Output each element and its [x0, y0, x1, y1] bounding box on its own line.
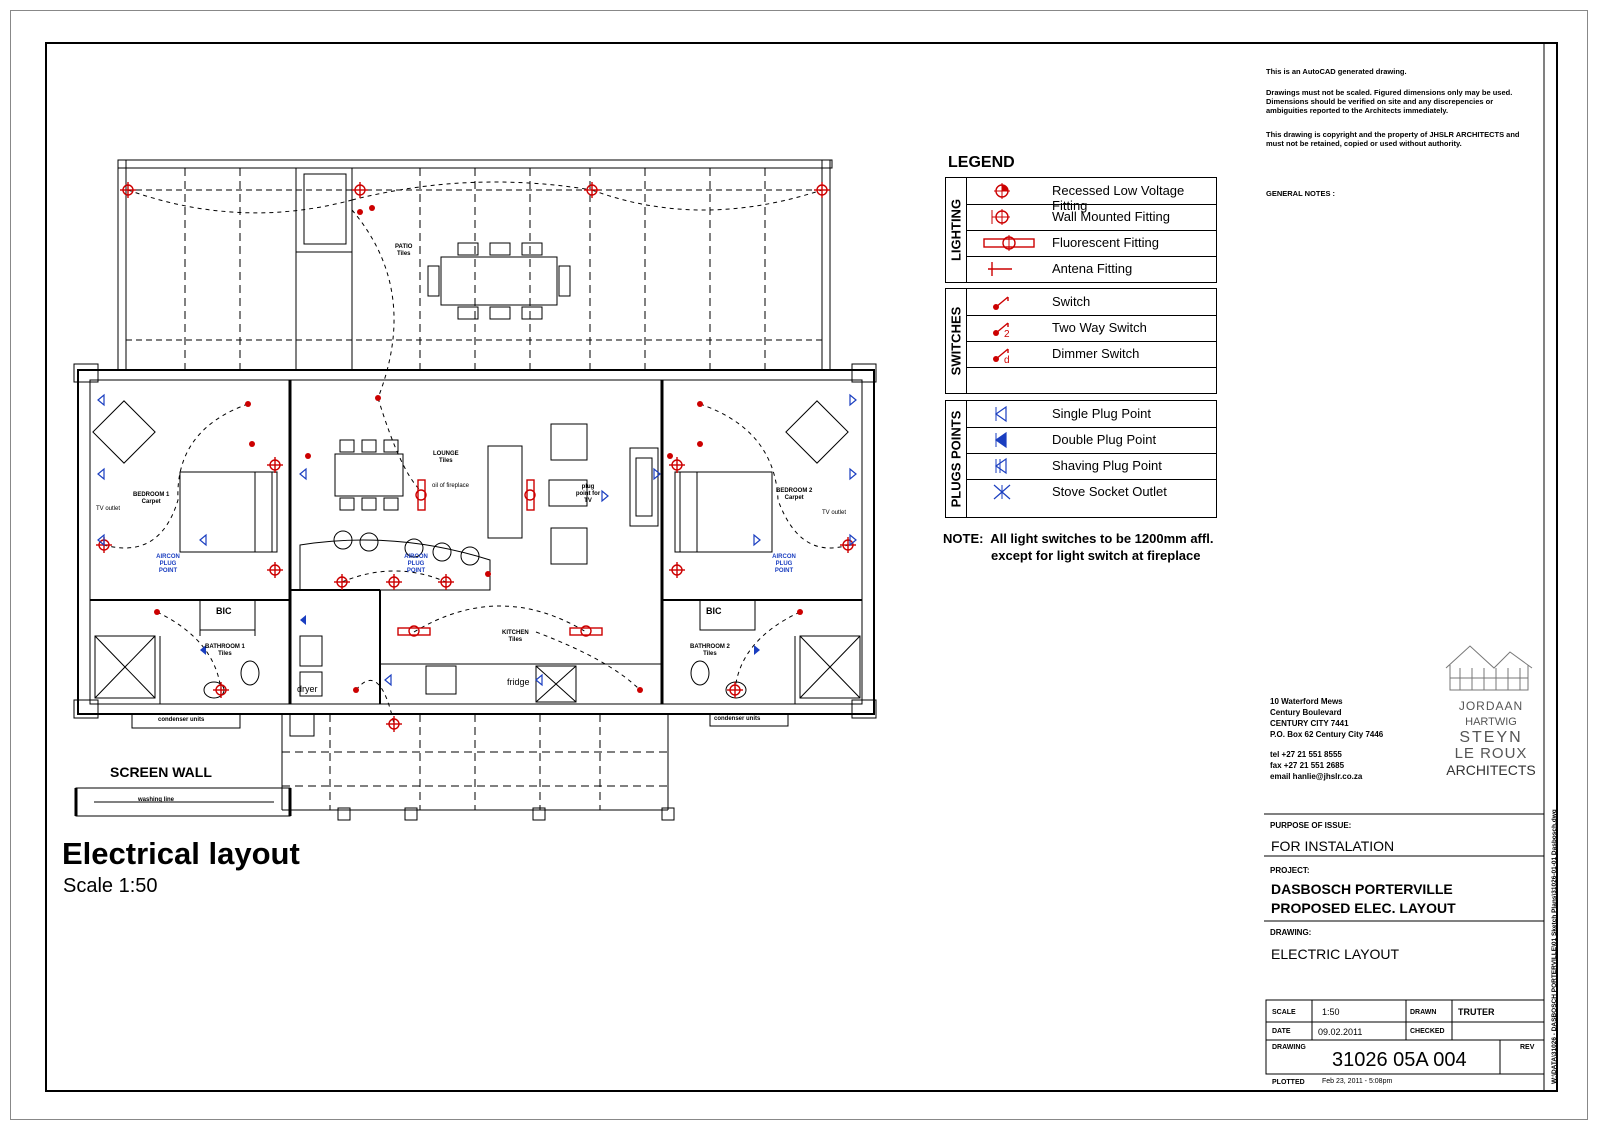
note-label: NOTE: [943, 531, 984, 546]
fireplace-label: oil of fireplace [432, 483, 470, 489]
legend-row [966, 178, 1216, 213]
bic-label-2: BIC [706, 606, 722, 616]
note-line2: except for light switch at fireplace [991, 548, 1201, 563]
drawing-title: Electrical layout [62, 836, 300, 871]
drawing-scale: Scale 1:50 [63, 875, 158, 897]
disclaimer-line1: This is an AutoCAD generated drawing. [1266, 67, 1407, 76]
bic-label-1: BIC [216, 606, 232, 616]
washing-line-label: washing line [138, 797, 175, 803]
disclaimer-line3: This drawing is copyright and the property of JHSLR ARCHITECTS and must not be retained, copied or used without authority. [1266, 130, 1520, 148]
legend-row [966, 401, 1216, 428]
general-notes: GENERAL NOTES : [1266, 189, 1336, 198]
legend-item: Stove Socket Outlet [1052, 484, 1167, 499]
svg-text:d: d [1004, 355, 1010, 365]
rev-label: REV [1520, 1044, 1535, 1051]
bathroom2-label: BATHROOM 2 Tiles [690, 644, 730, 657]
bathroom1-label: BATHROOM 1 Tiles [205, 644, 245, 657]
note-line1: All light switches to be 1200mm affl. [990, 531, 1214, 546]
file-path: W:\DATA\31026 - DASBOSCH PORTERVILLE\01 Sketch Plans\31026-01-01 Dasbosch.dwg [1551, 809, 1558, 1084]
drawn-value: TRUTER [1458, 1007, 1495, 1017]
checked-label: CHECKED [1410, 1028, 1445, 1035]
scale-label: SCALE [1272, 1009, 1296, 1016]
svg-text:2: 2 [1004, 329, 1010, 339]
plotted-value: Feb 23, 2011 - 5:08pm [1322, 1078, 1393, 1085]
legend-row [966, 315, 1216, 342]
aircon-label-1: AIRCON PLUG POINT [156, 554, 180, 574]
legend-group-plugs: PLUGS POINTS [948, 410, 964, 508]
drawing-label: DRAWING: [1270, 928, 1312, 937]
legend-row [966, 256, 1216, 282]
aircon-label-3: AIRCON PLUG POINT [404, 554, 428, 574]
patio-label: PATIO Tiles [395, 244, 413, 257]
legend-group-lighting: LIGHTING [948, 198, 964, 262]
legend-item: Two Way Switch [1052, 320, 1147, 335]
legend-row [966, 341, 1216, 368]
drawing-no-label: DRAWING [1272, 1044, 1306, 1051]
dryer-label: dryer [297, 684, 318, 694]
bedroom2-label: BEDROOM 2 Carpet [776, 488, 813, 501]
legend-item: Wall Mounted Fitting [1052, 209, 1171, 224]
drawing-value: ELECTRIC LAYOUT [1271, 946, 1400, 962]
legend-note [943, 530, 1213, 564]
lounge-label: LOUNGE Tiles [433, 451, 459, 464]
scale-value: 1:50 [1322, 1007, 1340, 1017]
architect-address: 10 Waterford Mews Century Boulevard CENTURY CITY 7441 P.O. Box 62 Century City 7446 tel +27 21 551 8555 fax +27 21 551 2685 email hanlie@jhslr.co.za [1270, 697, 1384, 781]
aircon-label-2: AIRCON PLUG POINT [772, 554, 796, 574]
legend-item: Fluorescent Fitting [1052, 235, 1159, 250]
condenser-label-2: condenser units [714, 716, 761, 722]
legend-item: Antena Fitting [1052, 261, 1133, 276]
date-label: DATE [1272, 1028, 1291, 1035]
legend-item: Double Plug Point [1052, 432, 1157, 447]
tv-outlet-label-2: TV outlet [822, 510, 847, 516]
legend-plug-points [945, 400, 1217, 518]
legend-item: Single Plug Point [1052, 406, 1152, 421]
legend-item: Switch [1052, 294, 1091, 309]
screen-wall-label: SCREEN WALL [110, 764, 212, 780]
bedroom1-label: BEDROOM 1 Carpet [133, 492, 170, 505]
legend-item: Shaving Plug Point [1052, 458, 1162, 473]
legend-row [966, 204, 1216, 231]
architect-logo: JORDAAN HARTWIG STEYN LE ROUX ARCHITECTS [1446, 699, 1536, 778]
legend-switches [945, 288, 1217, 394]
plug-point-tv-label: plug point for TV [575, 484, 601, 504]
legend-item: Recessed Low Voltage Fitting [1052, 183, 1185, 213]
legend-row [966, 427, 1216, 454]
date-value: 09.02.2011 [1318, 1027, 1363, 1037]
disclaimer-line2: Drawings must not be scaled. Figured dimensions only may be used. Dimensions should be verified on site and any discrepencies or ambiguities reported to the Architects immediately. [1266, 88, 1513, 115]
drawing-number: 31026 05A 004 [1332, 1049, 1467, 1071]
project-label: PROJECT: [1270, 866, 1310, 875]
plotted-label: PLOTTED [1272, 1079, 1305, 1086]
legend-row [966, 479, 1216, 505]
legend-group-switches: SWITCHES [948, 306, 964, 376]
drawn-label: DRAWN [1410, 1009, 1437, 1016]
legend-item: Dimmer Switch [1052, 346, 1140, 361]
legend-row [966, 230, 1216, 257]
legend-title: LEGEND [948, 154, 1015, 171]
tv-outlet-label-1: TV outlet [96, 506, 121, 512]
project-value: DASBOSCH PORTERVILLE PROPOSED ELEC. LAYOUT [1271, 881, 1456, 916]
purpose-value: FOR INSTALATION [1271, 838, 1395, 854]
condenser-label-1: condenser units [158, 717, 205, 723]
purpose-label: PURPOSE OF ISSUE: [1270, 821, 1352, 830]
kitchen-label: KITCHEN Tiles [502, 630, 529, 643]
fridge-label: fridge [507, 677, 530, 687]
legend-row [966, 453, 1216, 480]
legend-row [966, 289, 1216, 316]
legend-lighting [945, 177, 1217, 283]
